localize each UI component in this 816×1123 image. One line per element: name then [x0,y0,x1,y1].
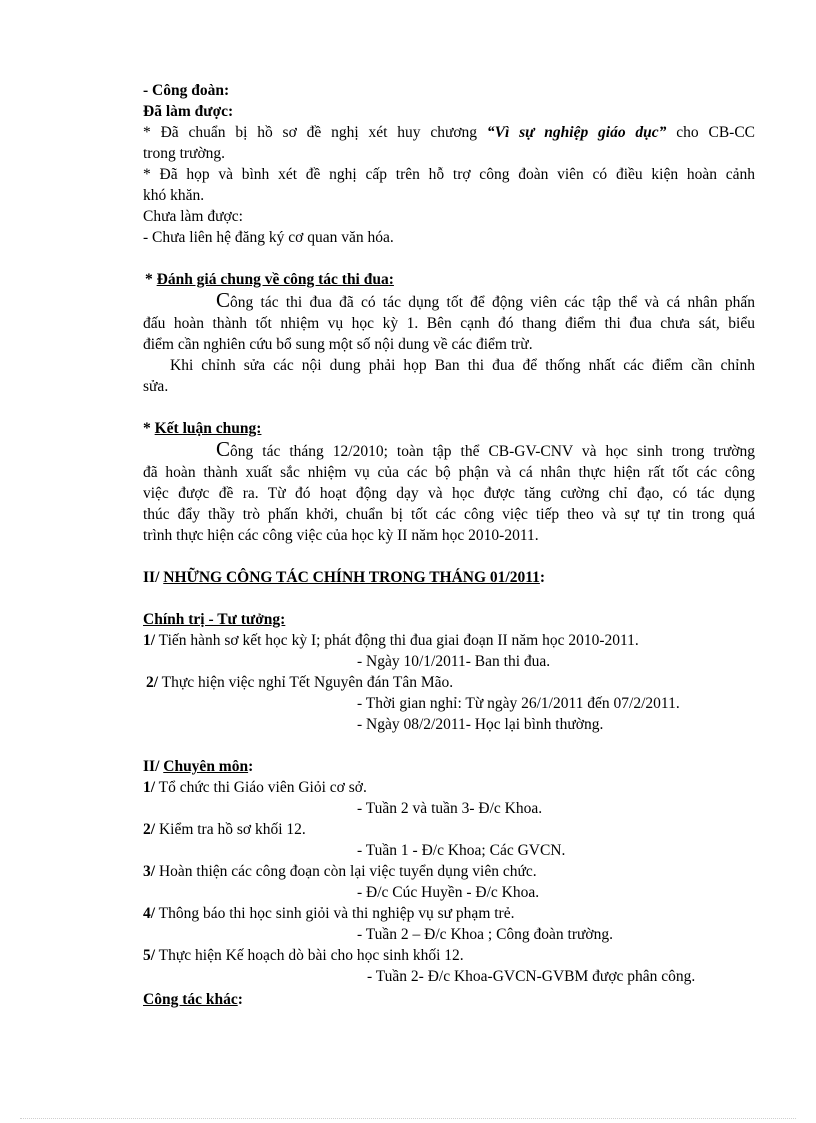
chuyen-mon-prefix: II/ [143,758,164,775]
ket-luan-title: Kết luận chung: [154,420,262,437]
not-done-item: - Chưa liên hệ đăng ký cơ quan văn hóa. [143,229,394,246]
ket-luan-l1 [143,439,755,462]
chinh-tri-item-2-detail-2: - Ngày 08/2/2011- Học lại bình thường. [357,716,604,733]
chuyen-mon-colon: : [248,758,254,775]
done-item-1 [143,122,755,143]
award-name: “Vì sự nghiệp giáo dục” [486,124,667,141]
chuyen-mon-item-5-detail: - Tuần 2- Đ/c Khoa-GVCN-GVBM được phân công. [367,968,696,985]
danh-gia-title: Đánh giá chung về công tác thi đua [156,271,389,288]
chuyen-mon-item-3 [143,861,755,882]
section-2-colon: : [539,569,546,586]
drop-cap: C [216,437,231,461]
cong-tac-khac-heading [143,989,755,1010]
ket-luan-l3: việc được đề ra. Từ đó hoạt động dạy và học được tăng cường chỉ đạo, có tác dụng [143,485,755,502]
spacer [143,735,755,756]
danh-gia-p1c: điểm cần nghiên cứu bổ sung một số nội dung về các điểm trừ. [143,336,533,353]
danh-gia-heading [143,269,755,290]
item-number: 2/ [146,674,159,691]
not-done-heading: Chưa làm được: [143,208,243,225]
chuyen-mon-item-3-detail: - Đ/c Cúc Huyền - Đ/c Khoa. [357,884,540,901]
section-2-prefix: II/ [143,569,164,586]
spacer [143,397,755,418]
danh-gia-colon: : [388,271,394,288]
danh-gia-star: * [145,271,157,288]
item-text: Thực hiện việc nghỉ Tết Nguyên đán Tân Mão. [158,674,454,691]
chuyen-mon-item-4 [143,903,755,924]
item-text: Tiến hành sơ kết học kỳ I; phát động thi đua giai đoạn II năm học 2010-2011. [155,632,639,649]
chinh-tri-item-2-detail-1: - Thời gian nghỉ: Từ ngày 26/1/2011 đến 07/2/2011. [357,695,680,712]
danh-gia-p1a-text: ông tác thi đua đã có tác dụng tốt để động viên các tập thể và cá nhân phấn [230,294,755,311]
item-text: Tổ chức thi Giáo viên Giỏi cơ sở. [155,779,367,796]
chuyen-mon-item-4-detail: - Tuần 2 – Đ/c Khoa ; Công đoàn trường. [357,926,613,943]
spacer [143,588,755,609]
drop-cap: C [216,288,231,312]
cong-tac-khac-title: Công tác khác [143,991,238,1008]
chuyen-mon-heading [143,756,755,777]
item-number: 5/ [143,947,156,964]
document-page [143,80,755,1010]
done-item-1-pre: * Đã chuẩn bị hồ sơ đề nghị xét huy chương [143,124,478,141]
chinh-tri-heading: Chính trị - Tư tưởng: [143,611,286,628]
cong-tac-khac-colon: : [237,991,243,1008]
cong-doan-heading: - Công đoàn: [143,82,230,99]
item-number: 2/ [143,821,156,838]
chinh-tri-item-2 [143,672,755,693]
chinh-tri-item-1 [143,630,755,651]
spacer [143,248,755,269]
done-item-2b: khó khăn. [143,187,205,204]
chinh-tri-item-1-detail: - Ngày 10/1/2011- Ban thi đua. [357,653,551,670]
item-text: Thông báo thi học sinh giỏi và thi nghiệp vụ sư phạm trẻ. [155,905,515,922]
ket-luan-l1-text: ông tác tháng 12/2010; toàn tập thể CB-GV-CNV và học sinh trong trường [230,443,755,460]
item-number: 3/ [143,863,156,880]
danh-gia-p2a: Khi chỉnh sửa các nội dung phải họp Ban thi đua để thống nhất các điểm cần chỉnh [170,357,755,374]
done-item-2a: * Đã họp và bình xét đề nghị cấp trên hỗ trợ công đoàn viên có điều kiện hoàn cảnh [143,166,755,183]
danh-gia-p1a [143,290,755,313]
item-text: Kiểm tra hồ sơ khối 12. [155,821,306,838]
section-2-title: NHỮNG CÔNG TÁC CHÍNH TRONG THÁNG 01/2011 [163,569,540,586]
danh-gia-p1b: đấu hoàn thành tốt nhiệm vụ học kỳ 1. Bên cạnh đó thang điểm thi đua chưa sát, biểu [143,315,755,332]
item-text: Hoàn thiện các công đoạn còn lại việc tuyển dụng viên chức. [155,863,537,880]
chuyen-mon-item-5 [143,945,755,966]
chuyen-mon-item-1-detail: - Tuần 2 và tuần 3- Đ/c Khoa. [357,800,543,817]
chuyen-mon-title: Chuyên môn [163,758,249,775]
chuyen-mon-item-2 [143,819,755,840]
done-item-1-cont: trong trường. [143,145,226,162]
item-number: 1/ [143,632,156,649]
item-number: 4/ [143,905,156,922]
chuyen-mon-item-1 [143,777,755,798]
done-heading: Đã làm được: [143,103,234,120]
ket-luan-heading [143,418,755,439]
ket-luan-l4: thúc đẩy thầy trò phấn khởi, chuẩn bị tốt các công việc tiếp theo và sự tự tin trong quá [143,506,755,523]
ket-luan-l2: đã hoàn thành xuất sắc nhiệm vụ của các bộ phận và cá nhân thực hiện rất tốt các công [143,464,755,481]
page-bottom-rule [20,1118,796,1119]
danh-gia-p2b: sửa. [143,378,169,395]
done-item-1-post: cho CB-CC [676,124,756,141]
ket-luan-star: * [143,420,155,437]
item-text: Thực hiện Kế hoạch dò bài cho học sinh khối 12. [155,947,464,964]
spacer [143,546,755,567]
ket-luan-l5: trình thực hiện các công việc của học kỳ II năm học 2010-2011. [143,527,539,544]
item-number: 1/ [143,779,156,796]
chuyen-mon-item-2-detail: - Tuần 1 - Đ/c Khoa; Các GVCN. [357,842,566,859]
section-2-heading [143,567,755,588]
